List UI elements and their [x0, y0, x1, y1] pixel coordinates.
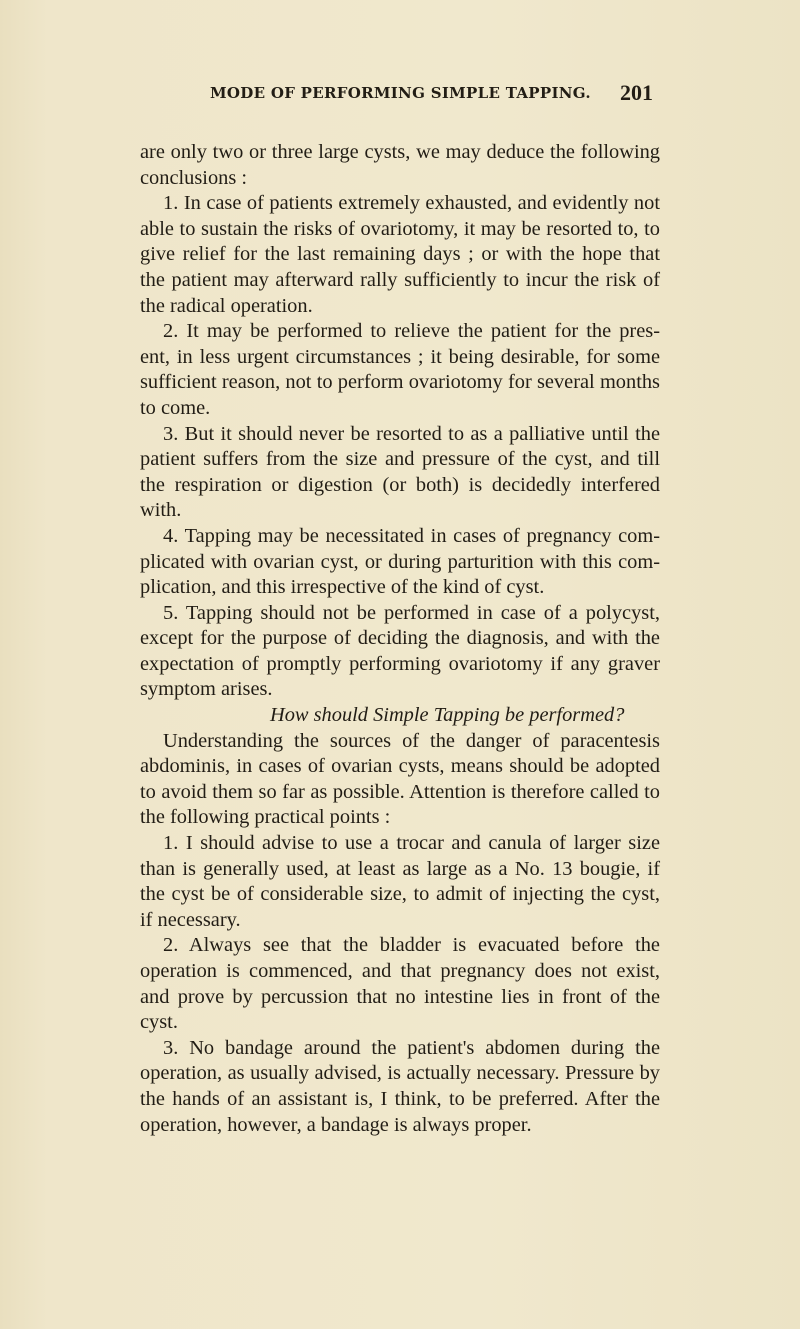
- paragraph-conclusion-4: 4. Tapping may be necessitated in cases of pregnancy com- plicated with ovarian cyst, or during parturition with this com- plication, and this irrespective of the kind of cyst.: [140, 524, 660, 599]
- paragraph-conclusion-5: 5. Tapping should not be performed in case of a polycyst, except for the purpose of deciding the diagnosis, and with the expectation of promptly performing ovariotomy if any graver symptom arises.: [140, 601, 660, 701]
- paragraph-continuation: are only two or three large cysts, we may deduce the following conclusions :: [140, 141, 660, 189]
- body-text: [140, 140, 660, 1138]
- paragraph-intro: Understanding the sources of the danger of paracentesis abdominis, in cases of ovarian cysts, means should be adopted to avoid them so far as possible. Attention is therefore called to the following practical points :: [140, 729, 660, 829]
- paragraph-point-1: 1. I should advise to use a trocar and canula of larger size than is generally used, at least as large as a No. 13 bougie, if the cyst be of considerable size, to admit of injecting the cyst, if necessary.: [140, 832, 660, 931]
- section-heading: How should Simple Tapping be performed?: [270, 704, 625, 727]
- paragraph-point-2: 2. Always see that the bladder is evacuated before the operation is commenced, and that pregnancy does not exist, and prove by percussion that no intestine lies in front of the cyst.: [140, 934, 660, 1034]
- paragraph-point-3: 3. No bandage around the patient's abdomen during the operation, as usually advised, is actually necessary. Pressure by the hands of an assistant is, I think, to be preferred. After the operation, however, a bandage is always proper.: [140, 1036, 660, 1136]
- running-header: MODE OF PERFORMING SIMPLE TAPPING.: [210, 84, 591, 102]
- page-number: 201: [620, 80, 653, 105]
- paragraph-conclusion-3: 3. But it should never be resorted to as a palliative until the patient suffers from the size and pressure of the cyst, and till the respiration or digestion (or both) is decidedly interfered with.: [140, 422, 660, 522]
- paragraph-conclusion-1: 1. In case of patients extremely exhausted, and evidently not able to sustain the risks of ovariotomy, it may be resorted to, to give relief for the last remaining days ; or with the hope that the patient may afterward rally sufficiently to incur the risk of the radical operation.: [140, 192, 660, 317]
- paragraph-conclusion-2: 2. It may be performed to relieve the patient for the pres- ent, in less urgent circumstances ; it being desirable, for some sufficient reason, not to perform ovariotomy for several months to come.: [140, 320, 660, 419]
